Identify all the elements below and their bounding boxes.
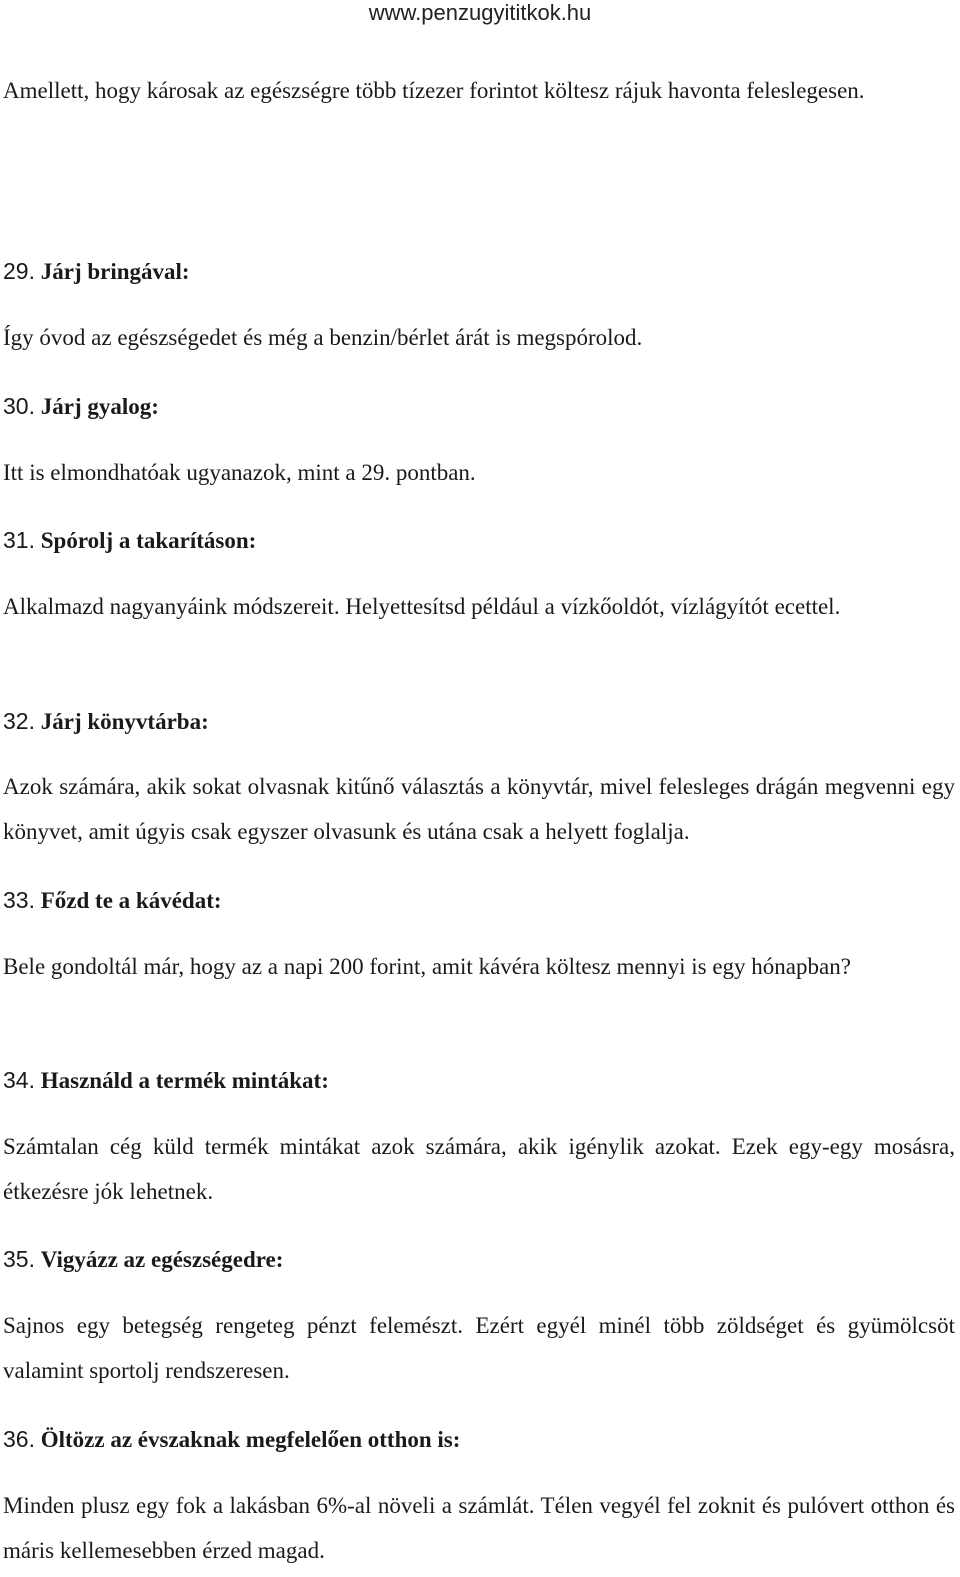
site-url-header: www.penzugyititkok.hu: [368, 0, 592, 25]
section-number: 34.: [3, 1067, 35, 1093]
section-text-29: Így óvod az egészségedet és még a benzin/bérlet árát is megspórolod.: [3, 325, 643, 350]
section-title: Főzd te a kávédat:: [40, 888, 222, 913]
section-text-32: Azok számára, akik sokat olvasnak kitűnő választás a könyvtár, mivel felesleges drágán megvenni egy könyvet, amit úgyis csak egyszer olvasunk és utána csak a helyett foglalja.: [3, 774, 955, 844]
section-heading-31: [3, 525, 955, 556]
section-number: 33.: [3, 887, 35, 913]
section-title: Spórolj a takarításon:: [40, 528, 257, 553]
section-heading-30: [3, 391, 955, 422]
section-number: 30.: [3, 393, 35, 419]
section-number: 29.: [3, 258, 35, 284]
section-text-34: Számtalan cég küld termék mintákat azok számára, akik igénylik azokat. Ezek egy-egy mosásra, étkezésre jók lehetnek.: [3, 1134, 955, 1204]
section-number: 36.: [3, 1426, 35, 1452]
section-title: Járj könyvtárba:: [40, 709, 209, 734]
section-heading-34: [3, 1065, 955, 1096]
intro-paragraph: Amellett, hogy károsak az egészségre több tízezer forintot költesz rájuk havonta feleslegesen.: [3, 78, 865, 103]
section-text-30: Itt is elmondhatóak ugyanazok, mint a 29. pontban.: [3, 460, 476, 485]
section-text-33: Bele gondoltál már, hogy az a napi 200 forint, amit kávéra költesz mennyi is egy hónapban?: [3, 954, 851, 979]
section-title: Öltözz az évszaknak megfelelően otthon is:: [40, 1427, 461, 1452]
section-title: Járj bringával:: [40, 259, 190, 284]
section-heading-33: [3, 885, 955, 916]
section-text-35: Sajnos egy betegség rengeteg pénzt felemészt. Ezért egyél minél több zöldséget és gyümölcsöt valamint sportolj rendszeresen.: [3, 1313, 955, 1383]
section-title: Használd a termék mintákat:: [40, 1068, 329, 1093]
section-number: 32.: [3, 708, 35, 734]
section-text-31: Alkalmazd nagyanyáink módszereit. Helyettesítsd például a vízkőoldót, vízlágyítót ecettel.: [3, 594, 841, 619]
section-heading-29: [3, 256, 955, 287]
section-number: 35.: [3, 1246, 35, 1272]
section-heading-36: [3, 1424, 955, 1455]
section-title: Járj gyalog:: [40, 394, 159, 419]
section-heading-32: [3, 706, 955, 737]
section-title: Vigyázz az egészségedre:: [40, 1247, 284, 1272]
section-number: 31.: [3, 527, 35, 553]
section-heading-35: [3, 1244, 955, 1275]
section-text-36: Minden plusz egy fok a lakásban 6%-al növeli a számlát. Télen vegyél fel zoknit és pulóvert otthon és máris kellemesebben érzed magad.: [3, 1493, 955, 1563]
